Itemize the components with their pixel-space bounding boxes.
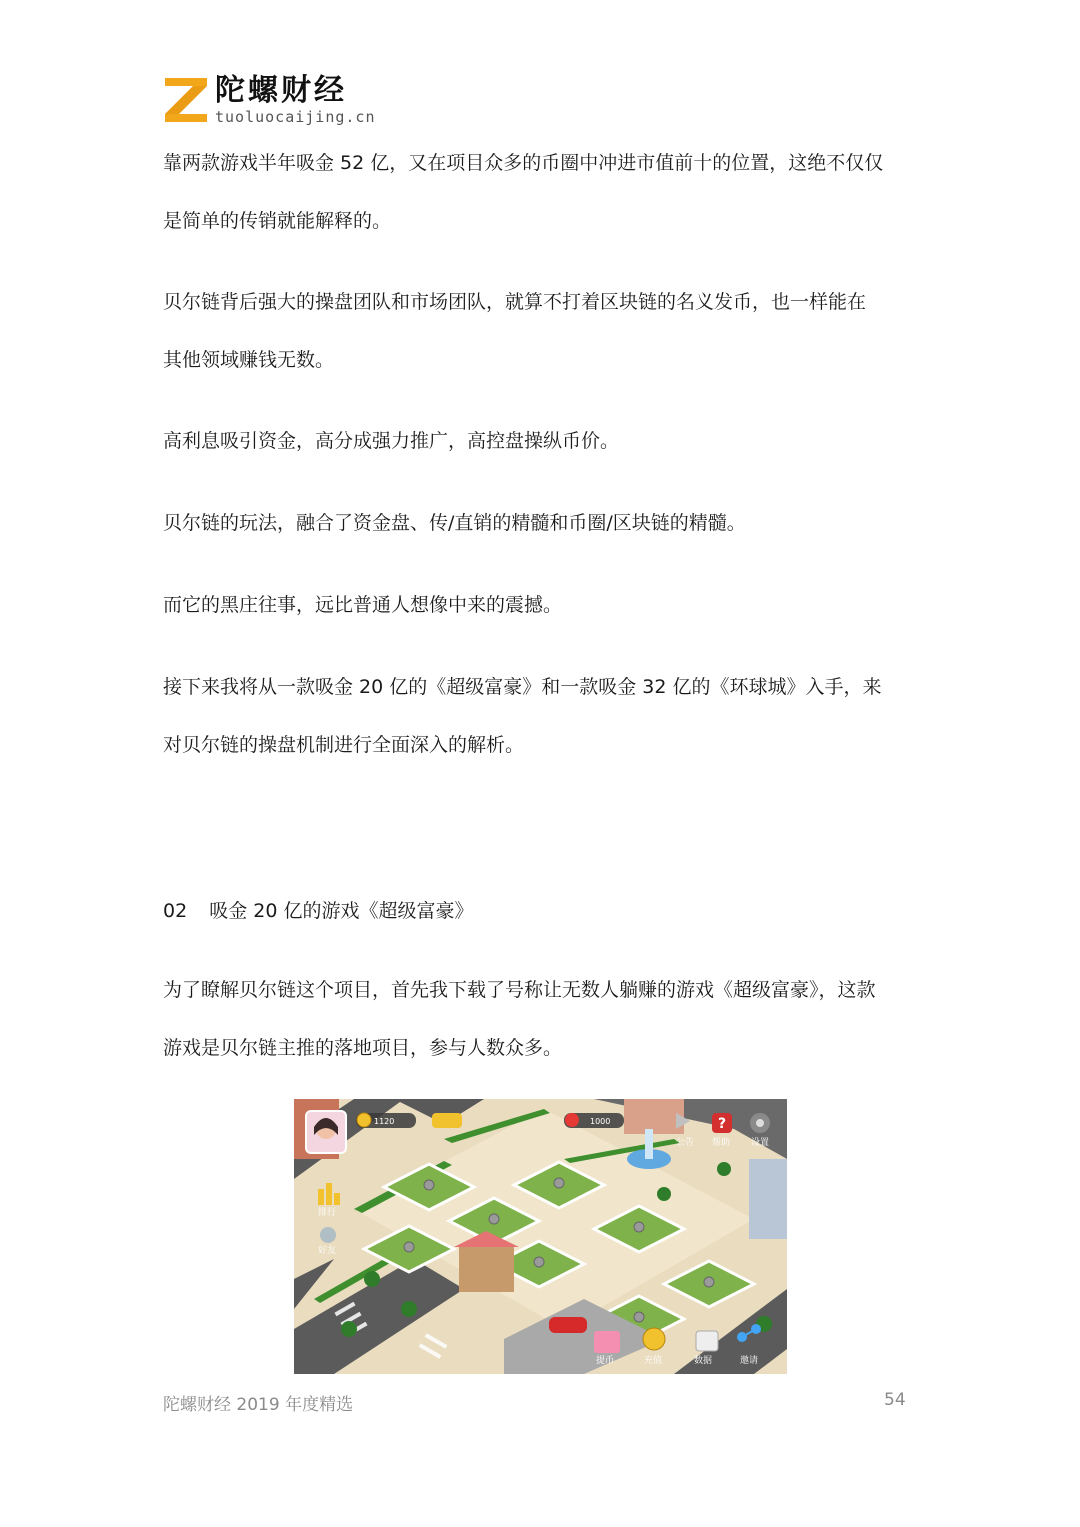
paragraph-line: 是简单的传销就能解释的。 <box>163 210 392 232</box>
game-scene <box>294 1099 787 1374</box>
paragraph-line: 靠两款游戏半年吸金 52 亿，又在项目众多的币圈中冲进市值前十的位置，这绝不仅仅 <box>163 152 884 174</box>
logo-z-icon <box>163 74 211 122</box>
section-heading <box>163 882 473 940</box>
help-label: 帮助 <box>712 1138 731 1148</box>
notice-label: 公告 <box>676 1138 695 1148</box>
friends-label: 好友 <box>318 1246 337 1256</box>
settings-label: 设置 <box>751 1138 770 1148</box>
paragraph-line: 其他领域赚钱无数。 <box>163 349 335 371</box>
paragraph-line: 高利息吸引资金，高分成强力推广，高控盘操纵币价。 <box>163 430 620 452</box>
withdraw-label: 提币 <box>596 1356 615 1366</box>
recharge-button[interactable] <box>643 1328 665 1366</box>
logo <box>163 72 376 126</box>
paragraph-6 <box>163 658 923 774</box>
diamond-count: 1000 <box>590 1117 611 1126</box>
paragraph-line: 而它的黑庄往事，远比普通人想像中来的震撼。 <box>163 594 563 616</box>
paragraph-line: 贝尔链的玩法，融合了资金盘、传/直销的精髓和币圈/区块链的精髓。 <box>163 512 746 534</box>
section-title: 吸金 20 亿的游戏《超级富豪》 <box>209 900 474 922</box>
paragraph-3 <box>163 412 923 470</box>
paragraph-4 <box>163 494 923 552</box>
data-label: 数据 <box>694 1356 713 1366</box>
page-number: 54 <box>884 1390 906 1410</box>
paragraph-2 <box>163 273 923 389</box>
section-number: 02 <box>163 900 188 922</box>
coin-count: 1120 <box>374 1117 395 1126</box>
paragraph-line: 贝尔链背后强大的操盘团队和市场团队，就算不打着区块链的名义发币，也一样能在 <box>163 291 867 313</box>
recharge-label: 充值 <box>644 1356 663 1366</box>
paragraph-1 <box>163 134 923 250</box>
svg-text:?: ? <box>718 1116 727 1132</box>
rank-label: 排行 <box>318 1208 337 1218</box>
invite-label: 邀请 <box>740 1356 759 1366</box>
paragraph-5 <box>163 576 923 634</box>
paragraph-line: 对贝尔链的操盘机制进行全面深入的解析。 <box>163 734 525 756</box>
section-paragraph <box>163 961 923 1077</box>
logo-name: 陀螺财经 <box>215 73 347 108</box>
game-screenshot <box>294 1099 787 1374</box>
paragraph-line: 游戏是贝尔链主推的落地项目，参与人数众多。 <box>163 1037 563 1059</box>
logo-url: tuoluocaijing.cn <box>215 108 376 126</box>
paragraph-line: 为了瞭解贝尔链这个项目，首先我下载了号称让无数人躺赚的游戏《超级富豪》，这款 <box>163 979 876 1001</box>
paragraph-line: 接下来我将从一款吸金 20 亿的《超级富豪》和一款吸金 32 亿的《环球城》入手，来 <box>163 676 882 698</box>
help-button[interactable] <box>712 1113 732 1148</box>
footer-title: 陀螺财经 2019 年度精选 <box>163 1395 354 1415</box>
